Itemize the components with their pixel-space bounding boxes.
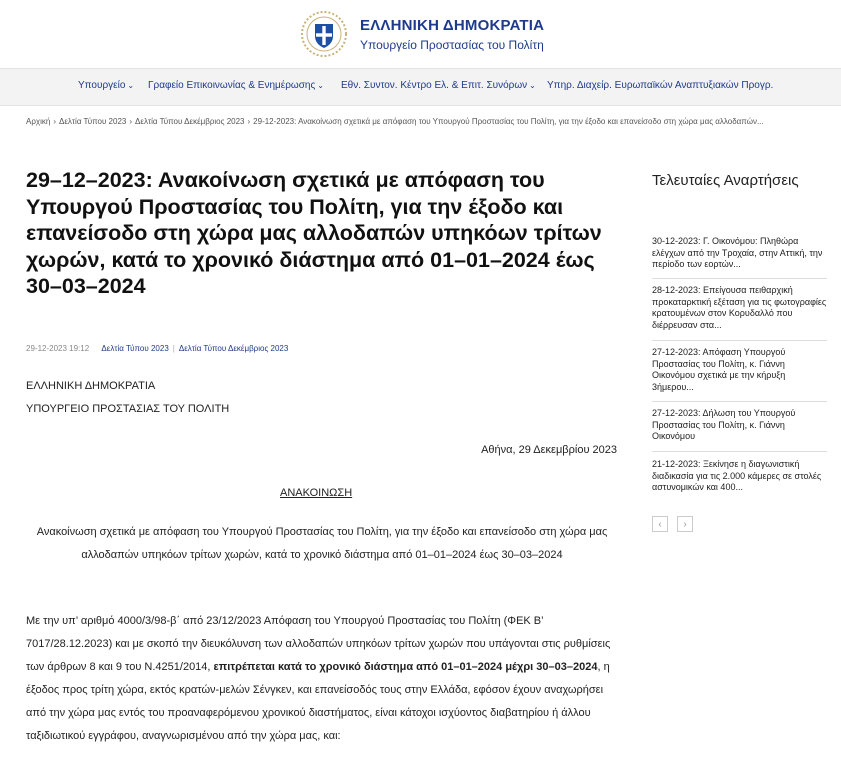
recent-post-link[interactable]: 30-12-2023: Γ. Οικονόμου: Πληθώρα ελέγχων από την Τροχαία, στην Αττική, την περίοδο των εορτών... [652, 236, 823, 269]
site-header [0, 0, 841, 69]
recent-post-link[interactable]: 27-12-2023: Απόφαση Υπουργού Προστασίας του Πολίτη, κ. Γιάννη Οικονόμου σχετικά με την κήρυξη 3ήμερου... [652, 347, 786, 392]
article-body: Με την υπ’ αριθμό 4000/3/98-β΄ από 23/12/2023 Απόφαση του Υπουργού Προστασίας του Πολίτη (ΦΕΚ Β’ 7017/28.12.2023) και με σκοπό την διευκόλυνση των αλλοδαπών υπηκόων τρίτων χωρών που υπάγονται στις ρυθμίσεις των άρθρων 8 και 9 του Ν.4251/2014, επιτρέπεται κατά το χρονικό διάστημα από 01–01–2024 μέχρι 30–03–2024, η έξοδος προς τρίτη χώρα, εκτός κρατών-μελών Σένγκεν, και επανείσοδός τους στην Ελλάδα, εφόσον έχουν αναχωρήσει από την χώρα μας εντός του προαναφερόμενου χρονικού διαστήματος, είναι κάτοχοι ισχύοντος διαβατηρίου ή άλλου ταξιδιωτικού εγγράφου, αναγνωρισμένου από την χώρα μας, και: [26, 615, 611, 742]
breadcrumb-press-releases-2023[interactable]: Δελτία Τύπου 2023 [58, 117, 127, 126]
breadcrumb: Αρχική › Δελτία Τύπου 2023 › Δελτία Τύπου Δεκέμβριος 2023 › 29-12-2023: Ανακοίνωση σχετικά με απόφαση του Υπουργού Προστασίας του Πολίτη, για την έξοδο και επανείσοδο στη χώρα μας αλλοδαπών... [26, 117, 764, 126]
site-subtitle[interactable]: Υπουργείο Προστασίας του Πολίτη [360, 38, 544, 52]
next-page-button[interactable]: › [677, 516, 693, 532]
divider [652, 340, 827, 341]
sidebar-title: Τελευταίες Αναρτήσεις [652, 172, 799, 189]
nav-item-border-coordination-center[interactable]: Εθν. Συντον. Κέντρο Ελ. & Επιτ. Συνόρων ⌄ [341, 80, 536, 91]
announcement-heading: ΑΝΑΚΟΙΝΩΣΗ [280, 487, 353, 499]
chevron-down-icon: ⌄ [529, 81, 536, 90]
breadcrumb-home[interactable]: Αρχική [26, 117, 51, 126]
category-link-december-2023[interactable]: Δελτία Τύπου Δεκέμβριος 2023 [178, 344, 289, 353]
main-nav [0, 69, 841, 106]
nav-item-communications-office[interactable]: Γραφείο Επικοινωνίας & Ενημέρωσης ⌄ [148, 80, 324, 91]
divider [652, 451, 827, 452]
chevron-down-icon: ⌄ [317, 81, 324, 90]
date-line: Αθήνα, 29 Δεκεμβρίου 2023 [481, 444, 617, 456]
announcement-subject: Ανακοίνωση σχετικά με απόφαση του Υπουργού Προστασίας του Πολίτη, για την έξοδο και επανείσοδο στη χώρα μας αλλοδαπών υπηκόων τρίτων χωρών, κατά το χρονικό διάστημα από 01–01–2024 έως 30–03–2024 [36, 526, 608, 561]
org-line-ministry: ΥΠΟΥΡΓΕΙΟ ΠΡΟΣΤΑΣΙΑΣ ΤΟΥ ΠΟΛΙΤΗ [26, 403, 230, 415]
breadcrumb-current: 29-12-2023: Ανακοίνωση σχετικά με απόφαση του Υπουργού Προστασίας του Πολίτη, για την έξοδο και επανείσοδο στη χώρα μας αλλοδαπών... [253, 117, 764, 126]
divider [652, 401, 827, 402]
site-title[interactable]: ΕΛΛΗΝΙΚΗ ΔΗΜΟΚΡΑΤΙΑ [360, 17, 545, 34]
recent-post-link[interactable]: 28-12-2023: Επείγουσα πειθαρχική προκαταρκτική εξέταση για τις φωτογραφίες κρατουμένων στον Κορυδαλλό που διέρρευσαν στα... [652, 285, 827, 330]
article-title: 29–12–2023: Ανακοίνωση σχετικά με απόφαση του Υπουργού Προστασίας του Πολίτη, για την έξοδο και επανείσοδο στη χώρα μας αλλοδαπών υπηκόων τρίτων χωρών, κατά το χρονικό διάστημα από 01–01–2024 έως 30–03–2024 [26, 168, 602, 298]
divider [652, 278, 827, 279]
org-line-republic: ΕΛΛΗΝΙΚΗ ΔΗΜΟΚΡΑΤΙΑ [26, 380, 156, 392]
nav-item-ministry[interactable]: Υπουργείο ⌄ [78, 80, 135, 91]
nav-item-eu-programs-service[interactable]: Υπηρ. Διαχείρ. Ευρωπαϊκών Αναπτυξιακών Προγρ. [547, 80, 774, 91]
category-link-2023[interactable]: Δελτία Τύπου 2023 [101, 344, 169, 353]
article-datetime: 29-12-2023 19:12 [26, 344, 90, 353]
article-meta: 29-12-2023 19:12 Δελτία Τύπου 2023 | Δελτία Τύπου Δεκέμβριος 2023 [26, 344, 289, 353]
prev-page-button[interactable]: ‹ [652, 516, 668, 532]
breadcrumb-press-releases-december[interactable]: Δελτία Τύπου Δεκέμβριος 2023 [135, 117, 245, 126]
recent-post-link[interactable]: 21-12-2023: Ξεκίνησε η διαγωνιστική διαδικασία για τις 2.000 κάμερες σε στολές αστυνομικών και 400... [652, 459, 822, 492]
recent-post-link[interactable]: 27-12-2023: Δήλωση του Υπουργού Προστασίας του Πολίτη, κ. Γιάννη Οικονόμου [652, 408, 796, 441]
chevron-down-icon: ⌄ [127, 81, 135, 90]
highlighted-period: επιτρέπεται κατά το χρονικό διάστημα από 01–01–2024 μέχρι 30–03–2024 [213, 661, 598, 673]
greek-coat-of-arms-logo[interactable] [300, 10, 348, 58]
